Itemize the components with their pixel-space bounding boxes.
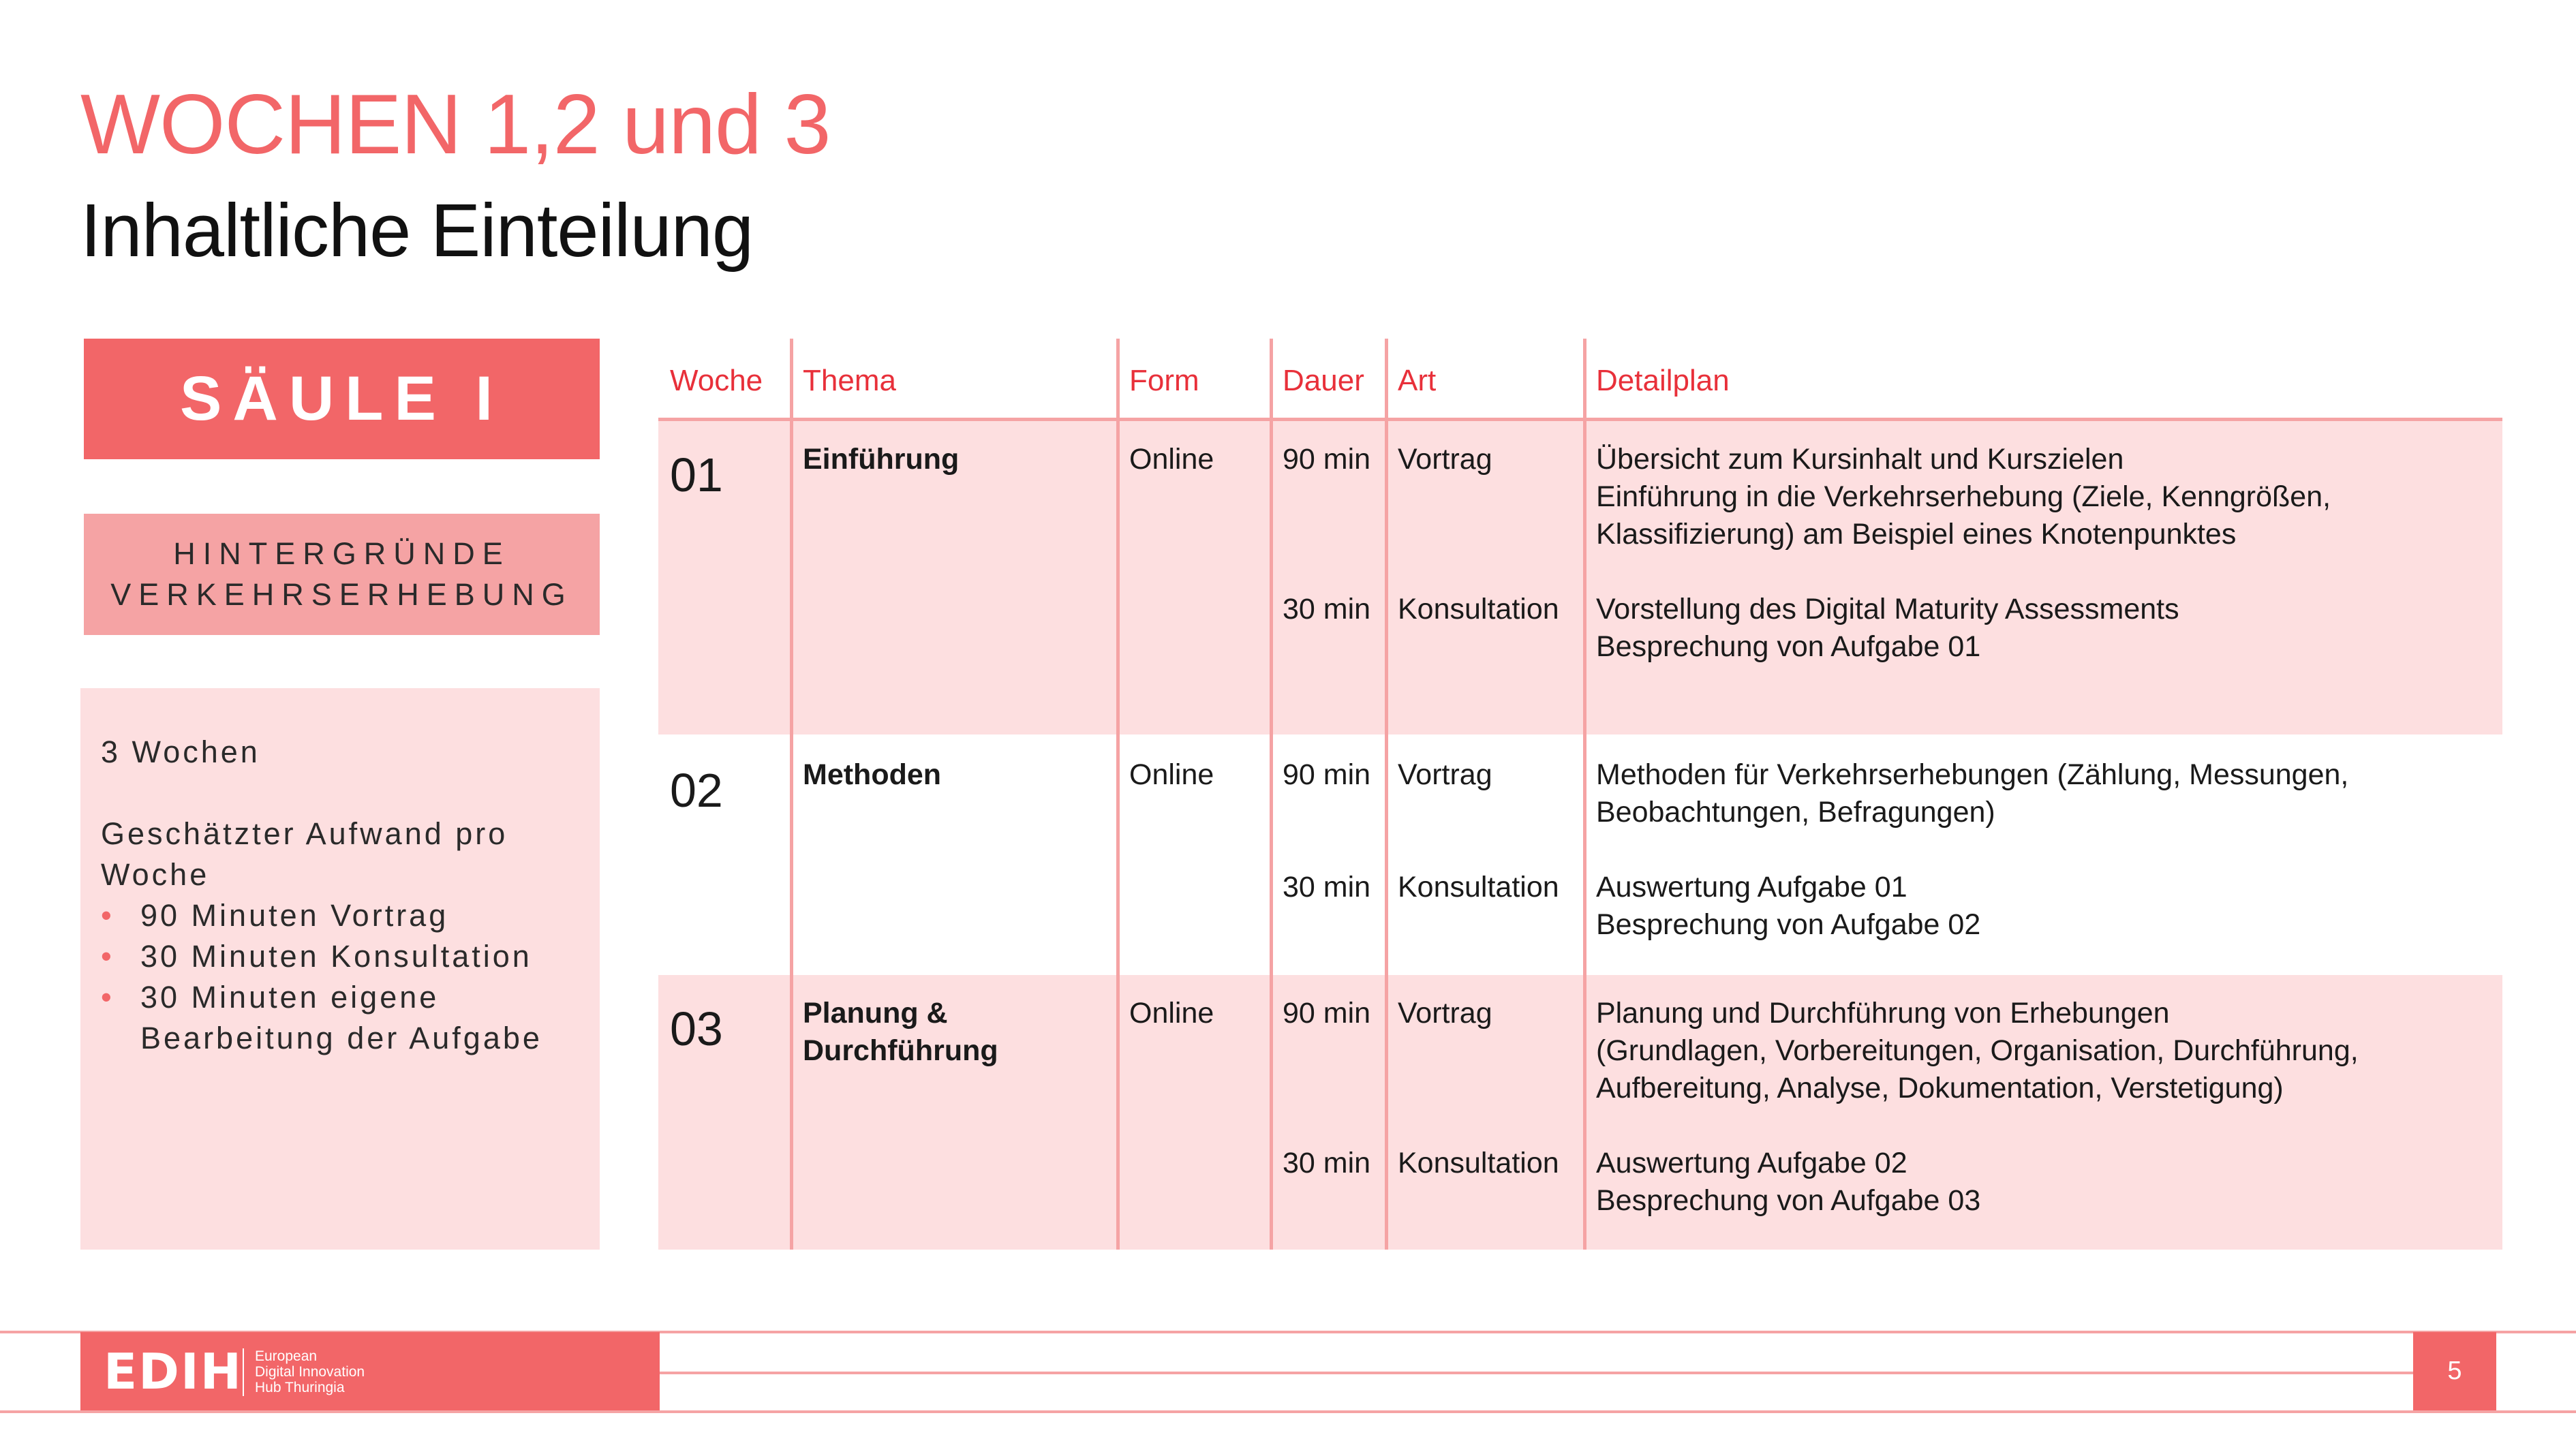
header-woche: Woche bbox=[670, 364, 763, 397]
type-label: Konsultation bbox=[1398, 1147, 1559, 1179]
type-label: Konsultation bbox=[1398, 593, 1559, 625]
duration-text: 3 Wochen bbox=[101, 734, 260, 769]
column-divider bbox=[1116, 339, 1120, 1250]
bullet-icon: • bbox=[101, 898, 114, 933]
effort-list bbox=[101, 895, 579, 1059]
form-label: Online bbox=[1129, 997, 1214, 1030]
detail-line: Auswertung Aufgabe 01 bbox=[1596, 871, 1907, 903]
list-item: • 90 Minuten Vortrag bbox=[101, 895, 579, 936]
pillar-badge: SÄULE I bbox=[84, 339, 600, 459]
header-detailplan: Detailplan bbox=[1596, 364, 1730, 397]
page-number: 5 bbox=[2413, 1332, 2496, 1410]
topic-label: Durchführung bbox=[803, 1034, 998, 1067]
detail-line: Planung und Durchführung von Erhebungen bbox=[1596, 997, 2170, 1030]
week-number: 01 bbox=[670, 448, 723, 501]
detail-line: Besprechung von Aufgabe 02 bbox=[1596, 908, 1981, 941]
list-item: • 30 Minuten Konsultation bbox=[101, 936, 579, 977]
column-divider bbox=[1583, 339, 1586, 1250]
week-number: 02 bbox=[670, 764, 723, 817]
detail-line: Besprechung von Aufgabe 01 bbox=[1596, 630, 1981, 663]
bullet-icon: • bbox=[101, 980, 114, 1015]
detail-line: Aufbereitung, Analyse, Dokumentation, Verstetigung) bbox=[1596, 1072, 2284, 1104]
topic-label: Methoden bbox=[803, 758, 942, 791]
topic-label: Einführung bbox=[803, 443, 960, 476]
detail-line: Besprechung von Aufgabe 03 bbox=[1596, 1184, 1981, 1217]
week-number: 03 bbox=[670, 1002, 723, 1055]
type-label: Vortrag bbox=[1398, 758, 1492, 791]
duration-label: 30 min bbox=[1283, 593, 1371, 625]
page-title: WOCHEN 1,2 und 3 bbox=[80, 78, 831, 172]
type-label: Vortrag bbox=[1398, 443, 1492, 476]
effort-text: Woche bbox=[101, 857, 210, 892]
schedule-table bbox=[658, 339, 2502, 1250]
duration-label: 30 min bbox=[1283, 871, 1371, 903]
header-thema: Thema bbox=[803, 364, 896, 397]
footer-divider bbox=[0, 1410, 2576, 1413]
header-form: Form bbox=[1129, 364, 1199, 397]
logo-caption: European Digital Innovation Hub Thuringia bbox=[255, 1348, 365, 1395]
subheading-line: HINTERGRÜNDE bbox=[173, 536, 510, 571]
header-divider bbox=[658, 418, 2502, 421]
logo-separator bbox=[243, 1348, 244, 1396]
column-divider bbox=[1385, 339, 1388, 1250]
subheading-line: VERKEHRSERHEBUNG bbox=[110, 577, 573, 612]
topic-label: Planung & bbox=[803, 997, 948, 1030]
edih-logo bbox=[80, 1332, 660, 1410]
form-label: Online bbox=[1129, 443, 1214, 476]
type-label: Konsultation bbox=[1398, 871, 1559, 903]
detail-line: Beobachtungen, Befragungen) bbox=[1596, 796, 1995, 829]
page-subtitle: Inhaltliche Einteilung bbox=[80, 189, 754, 273]
list-item: • 30 Minuten eigene Bearbeitung der Aufgabe bbox=[101, 977, 579, 1059]
detail-line: Übersicht zum Kursinhalt und Kurszielen bbox=[1596, 443, 2124, 476]
bullet-icon: • bbox=[101, 939, 114, 974]
duration-label: 90 min bbox=[1283, 758, 1371, 791]
pillar-subheading bbox=[84, 514, 600, 635]
form-label: Online bbox=[1129, 758, 1214, 791]
effort-text: Geschätzter Aufwand pro bbox=[101, 816, 508, 851]
footer-divider bbox=[658, 1372, 2413, 1374]
column-divider bbox=[1270, 339, 1273, 1250]
column-divider bbox=[790, 339, 793, 1250]
detail-line: (Grundlagen, Vorbereitungen, Organisation, Durchführung, bbox=[1596, 1034, 2359, 1067]
detail-line: Methoden für Verkehrserhebungen (Zählung, Messungen, bbox=[1596, 758, 2349, 791]
detail-line: Klassifizierung) am Beispiel eines Knotenpunktes bbox=[1596, 518, 2237, 551]
detail-line: Vorstellung des Digital Maturity Assessments bbox=[1596, 593, 2179, 625]
type-label: Vortrag bbox=[1398, 997, 1492, 1030]
header-art: Art bbox=[1398, 364, 1437, 397]
duration-label: 90 min bbox=[1283, 443, 1371, 476]
logo-wordmark: EDIH bbox=[104, 1343, 243, 1400]
detail-line: Auswertung Aufgabe 02 bbox=[1596, 1147, 1907, 1179]
duration-label: 90 min bbox=[1283, 997, 1371, 1030]
header-dauer: Dauer bbox=[1283, 364, 1364, 397]
duration-label: 30 min bbox=[1283, 1147, 1371, 1179]
detail-line: Einführung in die Verkehrserhebung (Ziele, Kenngrößen, bbox=[1596, 480, 2331, 513]
info-box bbox=[80, 688, 600, 1250]
